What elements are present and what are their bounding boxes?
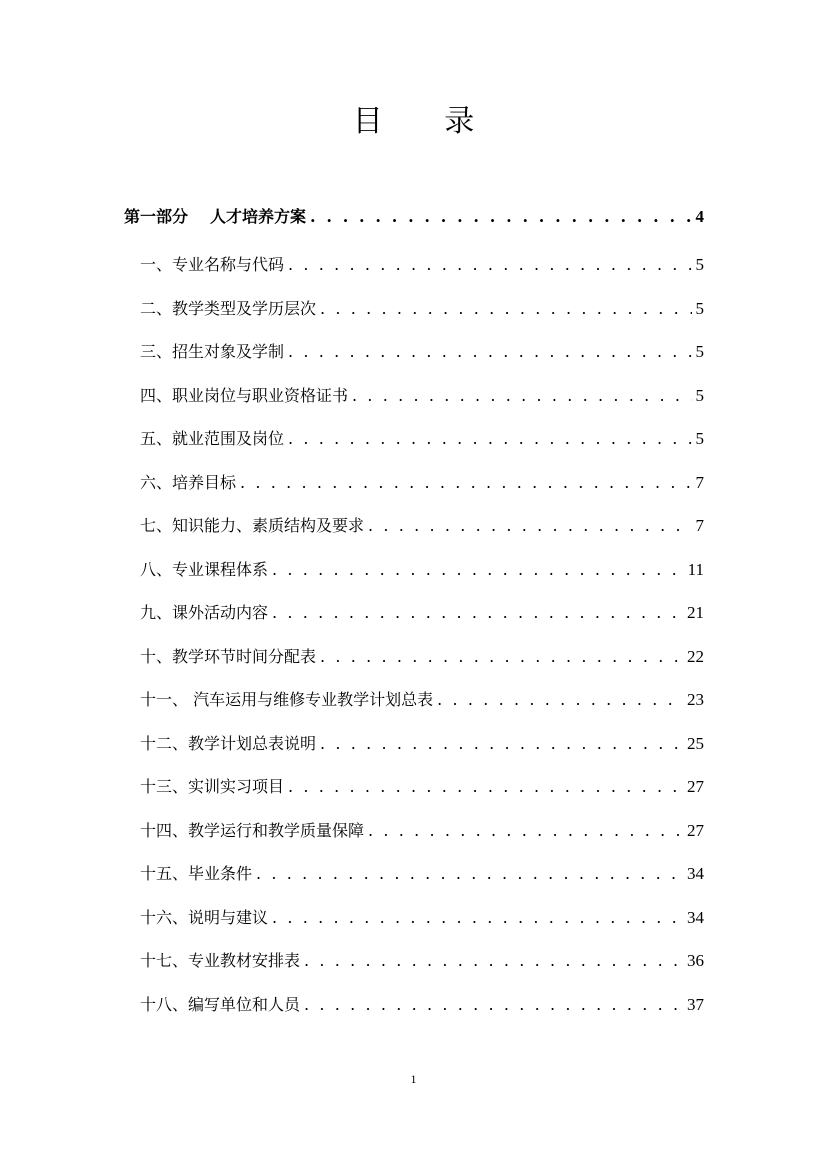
toc-entry[interactable] — [124, 774, 704, 818]
toc-entry[interactable] — [124, 861, 704, 905]
toc-page-number: 27 — [687, 820, 704, 840]
toc-entry[interactable] — [124, 818, 704, 862]
toc-dot-leader — [272, 603, 683, 622]
toc-entry-label: 一、专业名称与代码 — [140, 255, 285, 274]
toc-entry-label: 三、招生对象及学制 — [140, 342, 285, 361]
toc-entry-label: 十六、说明与建议 — [140, 907, 269, 927]
toc-entry-label: 二、教学类型及学历层次 — [140, 298, 317, 318]
toc-dot-leader — [320, 299, 691, 318]
toc-entry[interactable] — [124, 687, 704, 731]
toc-entry-label: 十八、编写单位和人员 — [140, 994, 301, 1014]
toc-entry-label: 七、知识能力、素质结构及要求 — [140, 516, 365, 535]
toc-page-number: 7 — [695, 472, 704, 492]
toc-page-number: 4 — [695, 207, 704, 226]
toc-page-number: 5 — [695, 255, 704, 274]
toc-dot-leader — [368, 516, 691, 535]
toc-page-number: 34 — [687, 864, 704, 883]
toc-part-entry[interactable] — [124, 204, 704, 252]
toc-entry[interactable] — [124, 296, 704, 340]
toc-page-number: 5 — [695, 298, 704, 318]
toc-page-number: 21 — [687, 603, 704, 622]
toc-entry-label: 十三、实训实习项目 — [140, 777, 285, 796]
toc-entry[interactable] — [124, 731, 704, 775]
toc-entry-label: 五、就业范围及岗位 — [140, 429, 285, 448]
toc-entry[interactable] — [124, 905, 704, 949]
toc-entry[interactable] — [124, 992, 704, 1036]
toc-dot-leader — [288, 777, 683, 796]
table-of-contents — [124, 204, 704, 1035]
toc-dot-leader — [288, 255, 691, 274]
toc-dot-leader — [320, 734, 683, 753]
toc-dot-leader — [272, 560, 684, 579]
toc-page-number: 25 — [687, 733, 704, 753]
toc-entry[interactable] — [124, 600, 704, 644]
toc-dot-leader — [240, 473, 691, 492]
toc-page-number: 36 — [687, 951, 704, 970]
toc-entry[interactable] — [124, 948, 704, 992]
toc-dot-leader — [310, 207, 691, 226]
toc-page-number: 5 — [695, 429, 704, 448]
toc-entry-label: 十、教学环节时间分配表 — [140, 646, 317, 666]
toc-entry-label: 四、职业岗位与职业资格证书 — [140, 385, 349, 405]
toc-page-number: 5 — [695, 342, 704, 361]
toc-entry[interactable] — [124, 383, 704, 427]
toc-entry[interactable] — [124, 557, 704, 601]
toc-entry-label: 八、专业课程体系 — [140, 559, 269, 579]
toc-dot-leader — [368, 821, 683, 840]
toc-dot-leader — [288, 342, 691, 361]
toc-dot-leader — [288, 429, 691, 448]
toc-entry[interactable] — [124, 644, 704, 688]
toc-entry-label: 十五、毕业条件 — [140, 864, 253, 883]
toc-dot-leader — [256, 864, 683, 883]
toc-page-number: 11 — [687, 559, 704, 579]
toc-entry[interactable] — [124, 339, 704, 383]
toc-entry-label: 十七、专业教材安排表 — [140, 951, 301, 970]
toc-page-number: 7 — [695, 516, 704, 535]
toc-page-number: 37 — [687, 994, 704, 1014]
toc-dot-leader — [320, 647, 683, 666]
toc-part-label — [124, 204, 306, 227]
toc-page-number: 23 — [687, 690, 704, 709]
toc-entry[interactable] — [124, 252, 704, 296]
page-footer-number: 1 — [410, 1072, 417, 1086]
toc-entry[interactable] — [124, 426, 704, 470]
toc-dot-leader — [304, 951, 683, 970]
toc-dot-leader — [272, 908, 683, 927]
toc-part-title: 人才培养方案 — [210, 207, 307, 226]
toc-page-number: 27 — [687, 777, 704, 796]
page-title: 目 录 — [352, 104, 501, 139]
toc-dot-leader — [304, 995, 683, 1014]
toc-dot-leader — [437, 690, 683, 709]
toc-part-number: 第一部分 — [124, 207, 189, 226]
toc-dot-leader — [352, 386, 691, 405]
toc-entry-label: 六、培养目标 — [140, 472, 237, 492]
toc-entry[interactable] — [124, 513, 704, 557]
toc-entry-label: 十二、教学计划总表说明 — [140, 733, 317, 753]
toc-entry-label: 十一、 汽车运用与维修专业教学计划总表 — [140, 690, 434, 709]
toc-page-number: 34 — [687, 907, 704, 927]
toc-entry-label: 九、课外活动内容 — [140, 603, 269, 622]
toc-entry[interactable] — [124, 470, 704, 514]
toc-page-number: 22 — [687, 646, 704, 666]
toc-page-number: 5 — [695, 385, 704, 405]
toc-entry-label: 十四、教学运行和教学质量保障 — [140, 820, 365, 840]
